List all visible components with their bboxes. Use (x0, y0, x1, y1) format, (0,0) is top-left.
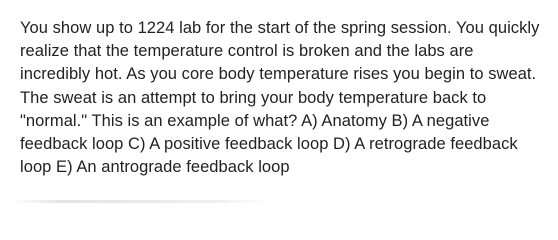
divider (10, 200, 270, 203)
question-text: You show up to 1224 lab for the start of the spring session. You quickly realize that the temperature control is broken and the labs are incredibly hot. As you core body temperature rises you begin to sweat. The sweat is an attempt to bring your body temperature back to "normal." This is an example of what? A) Anatomy B) A negative feedback loop C) A positive feedback loop D) A retrograde feedback loop E) An antrograde feedback loop (20, 19, 540, 177)
